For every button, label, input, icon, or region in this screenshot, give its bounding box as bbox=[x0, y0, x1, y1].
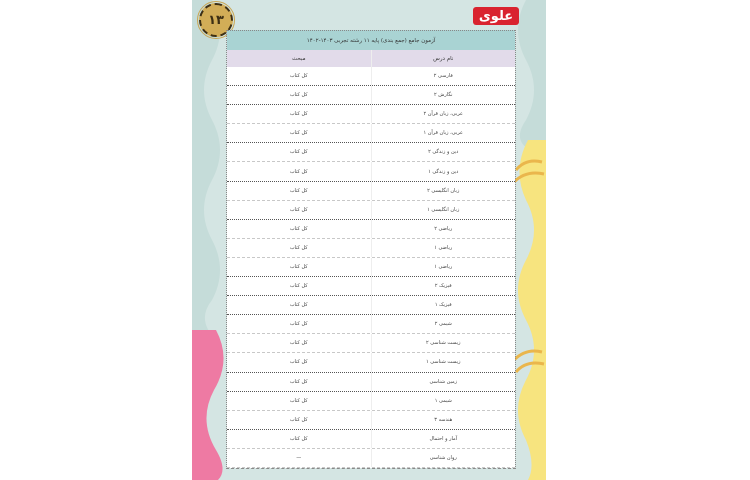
table-row bbox=[227, 143, 515, 162]
course-name-cell: زمین شناسی bbox=[371, 373, 516, 391]
table-row bbox=[227, 67, 515, 86]
course-name-cell: عربی، زبان قرآن ۲ bbox=[371, 105, 516, 123]
topic-cell: کل کتاب bbox=[289, 168, 308, 175]
table-row bbox=[227, 105, 515, 124]
topic-cell: کل کتاب bbox=[289, 206, 308, 213]
topic-cell: کل کتاب bbox=[289, 435, 308, 442]
table-row bbox=[227, 277, 515, 296]
table-row bbox=[227, 392, 515, 411]
course-name-cell: ریاضی ۲ bbox=[371, 220, 516, 238]
table-row bbox=[227, 296, 515, 315]
course-name-cell: نگارش ۲ bbox=[371, 86, 516, 104]
table-row bbox=[227, 449, 515, 468]
course-name-cell: فارسی ۲ bbox=[371, 67, 516, 85]
topic-cell: کل کتاب bbox=[289, 340, 308, 347]
exam-topics-table bbox=[226, 30, 516, 469]
course-name-cell: زبان انگلیسی ۲ bbox=[371, 182, 516, 200]
course-name-cell: زیست شناسی ۲ bbox=[371, 334, 516, 352]
course-name-cell: دین و زندگی ۲ bbox=[371, 143, 516, 161]
table-row bbox=[227, 334, 515, 353]
topic-cell: کل کتاب bbox=[289, 111, 308, 118]
page-number-badge: ۱۳ bbox=[199, 3, 233, 37]
topic-cell: — bbox=[296, 454, 302, 461]
course-name-cell: شیمی ۲ bbox=[371, 315, 516, 333]
topic-cell: کل کتاب bbox=[289, 283, 308, 290]
course-name-cell: فیزیک ۱ bbox=[371, 296, 516, 314]
course-name-cell: عربی، زبان قرآن ۱ bbox=[371, 124, 516, 142]
course-name-cell: ریاضی ۱ bbox=[371, 258, 516, 276]
table-row bbox=[227, 220, 515, 239]
course-name-cell: زبان انگلیسی ۱ bbox=[371, 201, 516, 219]
topic-cell: کل کتاب bbox=[289, 302, 308, 309]
topic-cell: کل کتاب bbox=[289, 321, 308, 328]
table-row bbox=[227, 315, 515, 334]
table-row bbox=[227, 258, 515, 277]
table-row bbox=[227, 373, 515, 392]
course-name-cell: هندسه ۳ bbox=[371, 411, 516, 429]
table-row bbox=[227, 182, 515, 201]
topic-cell: کل کتاب bbox=[289, 359, 308, 366]
table-row bbox=[227, 353, 515, 372]
table-row bbox=[227, 201, 515, 220]
course-name-cell: فیزیک ۲ bbox=[371, 277, 516, 295]
course-name-cell: ریاضی ۱ bbox=[371, 239, 516, 257]
table-row bbox=[227, 86, 515, 105]
topic-cell: کل کتاب bbox=[289, 92, 308, 99]
course-name-cell: زیست شناسی ۱ bbox=[371, 353, 516, 371]
table-row bbox=[227, 411, 515, 430]
table-row bbox=[227, 162, 515, 181]
course-name-cell: شیمی ۱ bbox=[371, 392, 516, 410]
table-row bbox=[227, 430, 515, 449]
topic-cell: کل کتاب bbox=[289, 244, 308, 251]
topic-cell: کل کتاب bbox=[289, 378, 308, 385]
course-name-cell: آمار و احتمال bbox=[371, 430, 516, 448]
alavi-logo: علوی bbox=[473, 7, 519, 25]
topic-cell: کل کتاب bbox=[289, 187, 308, 194]
topic-cell: کل کتاب bbox=[289, 397, 308, 404]
topic-cell: کل کتاب bbox=[289, 149, 308, 156]
topic-cell: کل کتاب bbox=[289, 225, 308, 232]
topic-cell: کل کتاب bbox=[289, 416, 308, 423]
course-name-cell: روان شناسی bbox=[371, 449, 516, 467]
table-row bbox=[227, 239, 515, 258]
topic-cell: کل کتاب bbox=[289, 130, 308, 137]
table-row bbox=[227, 124, 515, 143]
table-header-row bbox=[227, 50, 515, 67]
topic-cell: کل کتاب bbox=[289, 263, 308, 270]
table-title: آزمون جامع (جمع بندی) پایه ۱۱ رشته تجربی ۱۴۰۳-۱۴۰۲ bbox=[227, 30, 515, 50]
course-name-cell: دین و زندگی ۱ bbox=[371, 162, 516, 180]
topic-cell: کل کتاب bbox=[289, 73, 308, 80]
header-topic: مبحث bbox=[291, 55, 306, 62]
header-course: نام درس bbox=[371, 50, 516, 67]
